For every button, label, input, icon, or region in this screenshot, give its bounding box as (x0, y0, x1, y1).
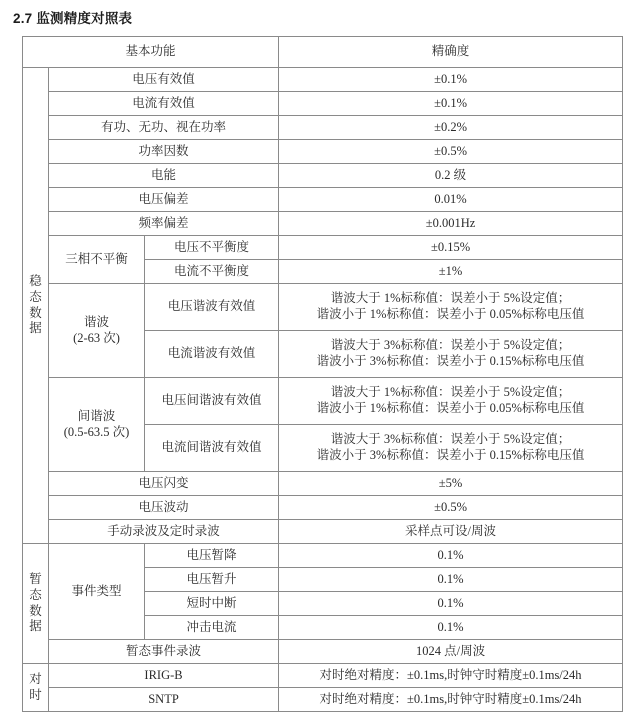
row-value-voltage-interharmonic (279, 378, 623, 425)
row-value-current-interharmonic-line2: 谐波小于 3%标称值：误差小于 0.15%标称电压值 (316, 448, 585, 462)
table-header-row (23, 37, 623, 68)
row-label-voltage-interharmonic: 电压间谐波有效值 (145, 378, 279, 425)
group-interharmonic-name: 间谐波 (77, 408, 116, 423)
table-row (23, 116, 623, 140)
section-label-time-sync: 对时 (23, 664, 49, 712)
row-value-current-interharmonic (279, 425, 623, 472)
table-row (23, 688, 623, 712)
table-row (23, 140, 623, 164)
row-label-power: 有功、无功、视在功率 (49, 116, 279, 140)
header-basic-function: 基本功能 (23, 37, 279, 68)
row-label-short-interrupt: 短时中断 (145, 592, 279, 616)
row-value-voltage-swell: 0.1% (279, 568, 623, 592)
row-label-irigb: IRIG-B (49, 664, 279, 688)
row-value-voltage-interharmonic-line2: 谐波小于 1%标称值：误差小于 0.05%标称电压值 (316, 401, 585, 415)
table-row (23, 92, 623, 116)
row-value-current-rms: ±0.1% (279, 92, 623, 116)
row-value-current-unbalance: ±1% (279, 260, 623, 284)
monitoring-accuracy-table (22, 36, 623, 712)
row-label-current-interharmonic: 电流间谐波有效值 (145, 425, 279, 472)
row-value-current-harmonic-line2: 谐波小于 3%标称值：误差小于 0.15%标称电压值 (316, 354, 585, 368)
table-row (23, 664, 623, 688)
row-value-manual-record: 采样点可设/周波 (279, 520, 623, 544)
row-label-voltage-harmonic: 电压谐波有效值 (145, 284, 279, 331)
row-value-voltage-unbalance: ±0.15% (279, 236, 623, 260)
row-value-irigb: 对时绝对精度：±0.1ms,时钟守时精度±0.1ms/24h (279, 664, 623, 688)
row-label-manual-record: 手动录波及定时录波 (49, 520, 279, 544)
table-row (23, 236, 623, 260)
table-row (23, 68, 623, 92)
row-value-voltage-deviation: 0.01% (279, 188, 623, 212)
row-value-current-harmonic-line1: 谐波大于 3%标称值：误差小于 5%设定值； (330, 338, 571, 353)
group-label-harmonic (49, 284, 145, 378)
row-label-power-factor: 功率因数 (49, 140, 279, 164)
row-label-sntp: SNTP (49, 688, 279, 712)
group-label-interharmonic (49, 378, 145, 472)
row-label-voltage-sag: 电压暂降 (145, 544, 279, 568)
group-interharmonic-order: (0.5-63.5 次) (63, 424, 130, 439)
page-title: 2.7 监测精度对照表 (13, 11, 133, 26)
table-row (23, 496, 623, 520)
group-label-event-type: 事件类型 (49, 544, 145, 640)
row-label-energy: 电能 (49, 164, 279, 188)
row-label-transient-record: 暂态事件录波 (49, 640, 279, 664)
table-row (23, 640, 623, 664)
row-label-fluctuation: 电压波动 (49, 496, 279, 520)
row-label-voltage-swell: 电压暂升 (145, 568, 279, 592)
row-value-voltage-harmonic-line2: 谐波小于 1%标称值：误差小于 0.05%标称电压值 (316, 307, 585, 321)
row-label-voltage-rms: 电压有效值 (49, 68, 279, 92)
row-label-voltage-deviation: 电压偏差 (49, 188, 279, 212)
row-value-energy: 0.2 级 (279, 164, 623, 188)
row-value-power-factor: ±0.5% (279, 140, 623, 164)
row-value-current-harmonic (279, 331, 623, 378)
row-label-current-unbalance: 电流不平衡度 (145, 260, 279, 284)
table-row (23, 544, 623, 568)
row-label-current-harmonic: 电流谐波有效值 (145, 331, 279, 378)
row-value-voltage-harmonic (279, 284, 623, 331)
row-label-current-rms: 电流有效值 (49, 92, 279, 116)
row-value-short-interrupt: 0.1% (279, 592, 623, 616)
group-harmonic-order: (2-63 次) (73, 330, 120, 345)
row-label-frequency-deviation: 频率偏差 (49, 212, 279, 236)
row-value-voltage-sag: 0.1% (279, 544, 623, 568)
row-value-power: ±0.2% (279, 116, 623, 140)
table-row (23, 284, 623, 331)
section-label-transient-data: 暂态数据 (23, 544, 49, 664)
row-value-sntp: 对时绝对精度：±0.1ms,时钟守时精度±0.1ms/24h (279, 688, 623, 712)
row-value-frequency-deviation: ±0.001Hz (279, 212, 623, 236)
section-label-steady-data: 稳态数据 (23, 68, 49, 544)
table-row (23, 212, 623, 236)
row-label-voltage-unbalance: 电压不平衡度 (145, 236, 279, 260)
row-value-transient-record: 1024 点/周波 (279, 640, 623, 664)
header-accuracy: 精确度 (279, 37, 623, 68)
row-value-voltage-rms: ±0.1% (279, 68, 623, 92)
row-value-fluctuation: ±0.5% (279, 496, 623, 520)
row-value-inrush-current: 0.1% (279, 616, 623, 640)
table-row (23, 164, 623, 188)
group-label-three-phase-unbalance: 三相不平衡 (49, 236, 145, 284)
table-row (23, 378, 623, 425)
row-label-inrush-current: 冲击电流 (145, 616, 279, 640)
row-value-voltage-interharmonic-line1: 谐波大于 1%标称值：误差小于 5%设定值； (330, 385, 571, 400)
table-row (23, 188, 623, 212)
group-harmonic-name: 谐波 (83, 314, 109, 329)
spec-table-container (22, 36, 622, 712)
row-value-voltage-harmonic-line1: 谐波大于 1%标称值：误差小于 5%设定值； (330, 291, 571, 306)
row-label-flicker: 电压闪变 (49, 472, 279, 496)
table-row (23, 520, 623, 544)
table-row (23, 472, 623, 496)
row-value-current-interharmonic-line1: 谐波大于 3%标称值：误差小于 5%设定值； (330, 432, 571, 447)
row-value-flicker: ±5% (279, 472, 623, 496)
